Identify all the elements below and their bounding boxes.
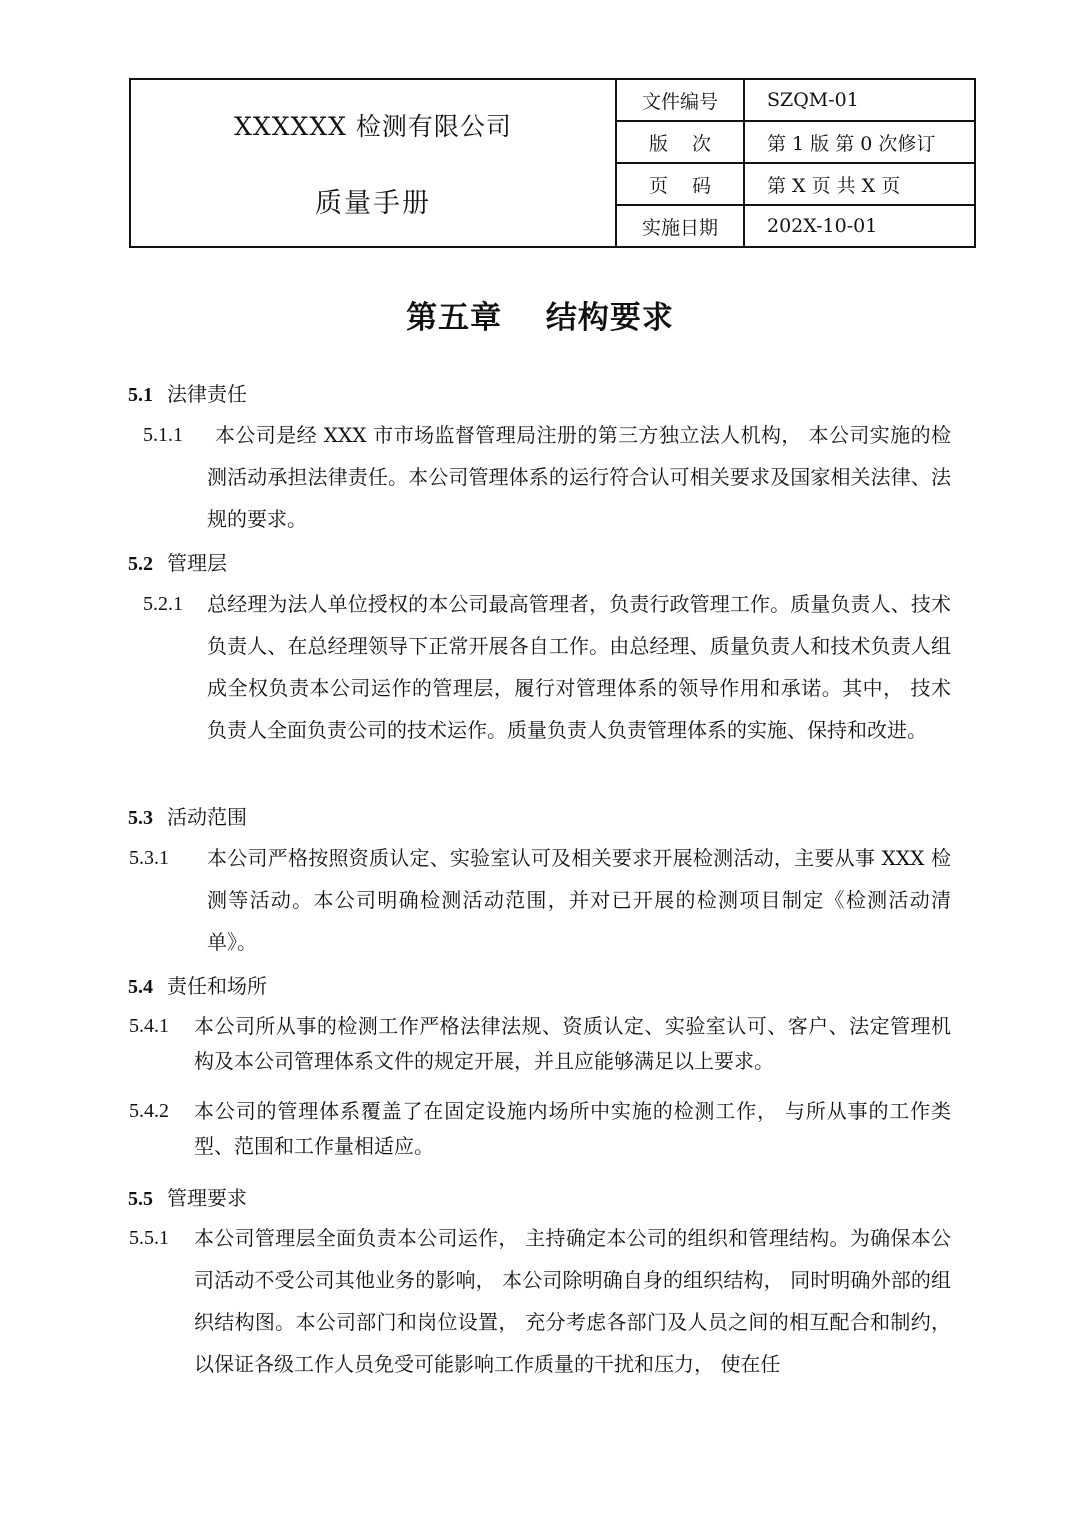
section-title: 管理要求 <box>167 1186 247 1210</box>
clause-text: 本公司管理层全面负责本公司运作， 主持确定本公司的组织和管理结构。为确保本公司活动不受公司其他业务的影响， 本公司除明确自身的组织结构， 同时明确外部的组织结构图。本公司部门和岗位设置， 充分考虑各部门及人员之间的相互配合和制约， 以保证各级工作人员免受可能影响工作质量的干扰和压力， 使在任 <box>194 1226 951 1376</box>
section-heading <box>128 378 247 407</box>
clause-number: 5.4.1 <box>129 1015 169 1037</box>
clause-number: 5.1.1 <box>143 424 183 446</box>
header-label <box>617 122 745 162</box>
section-heading <box>128 970 267 999</box>
header-row-version <box>617 122 974 164</box>
section-number: 5.2 <box>128 553 153 575</box>
header-label-text: 版次 <box>648 132 735 155</box>
section-heading <box>128 547 227 576</box>
clause-text: 本公司的管理体系覆盖了在固定设施内场所中实施的检测工作， 与所从事的工作类型、范围和工作量相适应。 <box>194 1099 951 1158</box>
manual-title: 质量手册 <box>315 187 431 219</box>
section-title: 管理层 <box>167 551 227 575</box>
company-name: XXXXXX 检测有限公司 <box>234 111 512 141</box>
header-row-doc-number <box>617 80 974 122</box>
clause-text: 本公司是经 XXX 市市场监督管理局注册的第三方独立法人机构， 本公司实施的检测活动承担法律责任。本公司管理体系的运行符合认可相关要求及国家相关法律、法规的要求。 <box>207 423 951 531</box>
header-label: 实施日期 <box>617 206 745 246</box>
clause-number: 5.4.2 <box>129 1100 169 1122</box>
header-row-effective-date <box>617 206 974 246</box>
clause-text: 总经理为法人单位授权的本公司最高管理者，负责行政管理工作。质量负责人、技术负责人、在总经理领导下正常开展各自工作。由总经理、质量负责人和技术负责人组成全权负责本公司运作的管理层，履行对管理体系的领导作用和承诺。其中， 技术负责人全面负责公司的技术运作。质量负责人负责管理体系的实施、保持和改进。 <box>207 592 951 742</box>
section-number: 5.1 <box>128 384 153 406</box>
section-heading <box>128 801 247 830</box>
section-number: 5.5 <box>128 1188 153 1210</box>
section-number: 5.4 <box>128 976 153 998</box>
header-value: SZQM-01 <box>767 89 859 111</box>
section-number: 5.3 <box>128 807 153 829</box>
document-header-table <box>129 78 976 248</box>
header-row-page <box>617 164 974 206</box>
header-label <box>617 164 745 204</box>
header-title-cell <box>131 80 617 246</box>
clause-number: 5.3.1 <box>129 847 169 869</box>
header-meta <box>617 80 974 246</box>
section-title: 责任和场所 <box>167 974 267 998</box>
clause-text: 本公司所从事的检测工作严格法律法规、资质认定、实验室认可、客户、法定管理机构及本公司管理体系文件的规定开展，并且应能够满足以上要求。 <box>194 1014 951 1073</box>
section-title: 法律责任 <box>167 382 247 406</box>
clause-number: 5.2.1 <box>143 593 183 615</box>
chapter-title: 第五章 结构要求 <box>406 300 674 336</box>
clause-text: 本公司严格按照资质认定、实验室认可及相关要求开展检测活动，主要从事 XXX 检测等活动。本公司明确检测活动范围，并对已开展的检测项目制定《检测活动清单》。 <box>207 846 951 954</box>
header-value: 第 1 版 第 0 次修订 <box>767 132 936 155</box>
clause-number: 5.5.1 <box>129 1227 169 1249</box>
header-value: 202X-10-01 <box>767 215 878 237</box>
section-heading <box>128 1182 247 1211</box>
header-value: 第 X 页 共 X 页 <box>767 174 901 197</box>
header-label-text: 页码 <box>648 174 735 197</box>
header-label: 文件编号 <box>617 80 745 120</box>
section-title: 活动范围 <box>167 805 247 829</box>
